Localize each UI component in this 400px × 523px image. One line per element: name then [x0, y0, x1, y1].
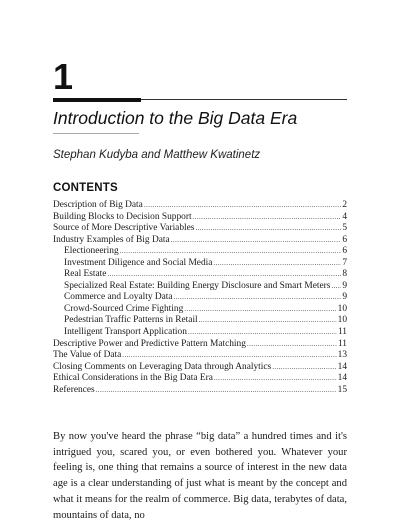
title-underline — [53, 133, 139, 134]
toc-entry[interactable] — [53, 339, 347, 351]
toc-entry-title: Ethical Considerations in the Big Data Era — [53, 373, 213, 384]
toc-dot-leader — [214, 373, 337, 385]
toc-dot-leader — [331, 281, 341, 293]
toc-dot-leader — [96, 385, 337, 397]
toc-dot-leader — [272, 362, 336, 374]
toc-dot-leader — [184, 304, 336, 316]
toc-entry-title: Electioneering — [64, 246, 119, 257]
toc-entry-title: Crowd-Sourced Crime Fighting — [64, 303, 184, 314]
toc-entry-title: Specialized Real Estate: Building Energy Disclosure and Smart Meters — [64, 280, 331, 291]
table-of-contents — [53, 200, 347, 396]
toc-entry[interactable] — [53, 235, 347, 247]
toc-dot-leader — [247, 339, 337, 351]
toc-entry[interactable] — [53, 292, 347, 304]
toc-dot-leader — [107, 269, 341, 281]
toc-entry-title: Industry Examples of Big Data — [53, 234, 170, 245]
toc-page-number: 14 — [337, 361, 347, 372]
toc-entry[interactable] — [53, 315, 347, 327]
toc-entry-title: Intelligent Transport Application — [64, 327, 187, 338]
contents-heading: CONTENTS — [53, 182, 118, 194]
toc-entry-title: References — [53, 384, 95, 395]
toc-page-number: 4 — [342, 211, 347, 222]
toc-entry-title: Real Estate — [64, 269, 107, 280]
toc-page-number: 7 — [342, 257, 347, 268]
toc-dot-leader — [188, 327, 337, 339]
toc-entry-title: Investment Diligence and Social Media — [64, 257, 213, 268]
toc-entry[interactable] — [53, 281, 347, 293]
toc-dot-leader — [193, 212, 342, 224]
toc-entry[interactable] — [53, 362, 347, 374]
toc-page-number: 15 — [337, 384, 347, 395]
toc-entry-title: Description of Big Data — [53, 200, 143, 210]
toc-entry[interactable] — [53, 304, 347, 316]
chapter-number: 1 — [53, 56, 74, 97]
toc-page-number: 2 — [342, 200, 347, 210]
toc-page-number: 10 — [337, 303, 347, 314]
toc-entry[interactable] — [53, 350, 347, 362]
toc-entry[interactable] — [53, 373, 347, 385]
toc-dot-leader — [195, 223, 341, 235]
chapter-rule-light — [141, 99, 347, 101]
toc-entry[interactable] — [53, 246, 347, 258]
toc-entry[interactable] — [53, 269, 347, 281]
toc-page-number: 9 — [342, 280, 347, 291]
chapter-title: Introduction to the Big Data Era — [53, 108, 298, 128]
toc-entry[interactable] — [53, 258, 347, 270]
chapter-authors: Stephan Kudyba and Matthew Kwatinetz — [53, 149, 261, 161]
toc-dot-leader — [171, 235, 342, 247]
toc-page-number: 5 — [342, 223, 347, 234]
toc-entry-title: Building Blocks to Decision Support — [53, 211, 192, 222]
toc-dot-leader — [120, 246, 342, 258]
toc-page-number: 13 — [337, 350, 347, 361]
toc-dot-leader — [199, 315, 337, 327]
toc-entry-title: Descriptive Power and Predictive Pattern Matching — [53, 338, 246, 349]
toc-entry[interactable] — [53, 212, 347, 224]
toc-page-number: 6 — [342, 234, 347, 245]
toc-page-number: 11 — [337, 327, 347, 338]
toc-page-number: 10 — [337, 315, 347, 326]
toc-entry[interactable] — [53, 385, 347, 397]
toc-page-number: 8 — [342, 269, 347, 280]
toc-dot-leader — [213, 258, 341, 270]
toc-entry[interactable] — [53, 200, 347, 212]
toc-entry-title: Commerce and Loyalty Data — [64, 292, 173, 303]
toc-dot-leader — [144, 200, 341, 212]
toc-page-number: 14 — [337, 373, 347, 384]
toc-entry[interactable] — [53, 327, 347, 339]
chapter-rule-heavy — [53, 98, 141, 102]
toc-page-number: 6 — [342, 246, 347, 257]
toc-entry-title: The Value of Data — [53, 350, 122, 361]
toc-dot-leader — [122, 350, 336, 362]
toc-entry-title: Source of More Descriptive Variables — [53, 223, 195, 234]
toc-page-number: 11 — [337, 338, 347, 349]
toc-page-number: 9 — [342, 292, 347, 303]
toc-entry-title: Closing Comments on Leveraging Data through Analytics — [53, 361, 272, 372]
toc-entry-title: Pedestrian Traffic Patterns in Retail — [64, 315, 198, 326]
toc-dot-leader — [174, 292, 342, 304]
toc-entry[interactable] — [53, 223, 347, 235]
body-paragraph: By now you've heard the phrase “big data” a hundred times and it's intrigued you, scared you, or even bothered you. Whatever your feeling is, one thing that remains a source of interest in the new data age is a clear understanding of just what is meant by the concept and what it means for the realm of commerce. Big data, terabytes of data, mountains of data, no — [53, 431, 347, 521]
